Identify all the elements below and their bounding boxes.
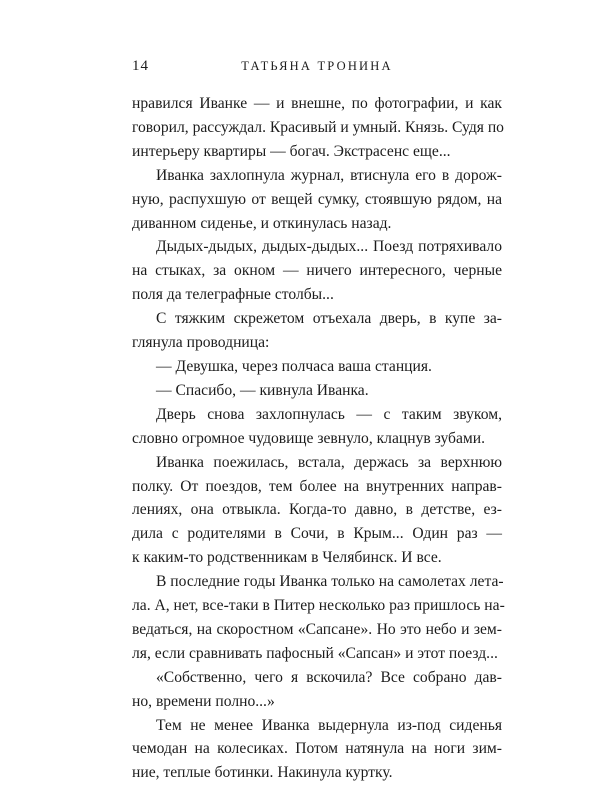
text-line: ля, если сравнивать пафосный «Сапсан» и этот поезд... [132,644,498,662]
text-line: ние, теплые ботинки. Накинула куртку. [132,764,393,782]
text-line: Дыдых-дыдых, дыдых-дыдых... Поезд потряхивало [156,238,502,256]
text-line: Дверь снова захлопнулась — с таким звуком, [156,405,502,423]
text-line: полку. От поездов, тем более на внутренних направ- [132,477,502,495]
text-line: чемодан на колесиках. Потом натянула на ноги зим- [132,740,502,758]
text-line: ную, распухшую от вещей сумку, стоявшую рядом, на [132,190,502,208]
text-line: поля да телеграфные столбы... [132,286,334,304]
text-line: — Девушка, через полчаса ваша станция. [156,357,432,375]
paragraph [132,379,502,403]
text-line: диванном сиденье, и откинулась назад. [132,214,392,232]
body-text [132,92,505,785]
text-line: С тяжким скрежетом отъехала дверь, в купе за- [156,310,502,328]
paragraph [132,666,502,714]
text-line: ведаться, на скоростном «Сапсане». Но это небо и зем- [132,620,502,638]
text-line: В последние годы Иванка только на самолетах лета- [156,573,504,591]
text-line: ла. А, нет, все-таки в Питер несколько раз пришлось на- [132,597,505,615]
text-line: но, времени полно...» [132,692,275,710]
text-line: интерьеру квартиры — богач. Экстрасенс еще... [132,142,451,160]
author-name: ТАТЬЯНА ТРОНИНА [241,59,393,73]
paragraph [132,355,502,379]
text-line: дила с родителями в Сочи, в Крым... Один раз — [132,525,502,543]
paragraph [132,307,502,355]
paragraph [132,451,502,571]
paragraph [132,570,505,666]
paragraph [132,164,502,236]
text-line: говорил, рассуждал. Красивый и умный. Князь. Судя по [132,118,504,136]
text-line: Иванка захлопнула журнал, втиснула его в дорож- [156,166,502,184]
text-line: к каким-то родственникам в Челябинск. И все. [132,549,442,567]
text-line: словно огромное чудовище зевнуло, клацнув зубами. [132,429,486,447]
text-line: лениях, она отвыкла. Когда-то давно, в детстве, ез- [132,501,502,519]
paragraph [132,235,502,307]
running-head [132,58,502,78]
text-line: Тем не менее Иванка выдернула из-под сиденья [156,716,502,734]
text-line: нравился Иванке — и внешне, по фотографии, и как [132,95,502,112]
page-number: 14 [132,58,149,74]
paragraph [132,92,502,164]
paragraph [132,714,502,785]
text-line: глянула проводница: [132,334,270,352]
text-line: «Собственно, чего я вскочила? Все собрано дав- [156,668,502,686]
paragraph [132,403,502,451]
text-line: — Спасибо, — кивнула Иванка. [156,381,369,399]
text-line: на стыках, за окном — ничего интересного, черные [132,262,502,280]
text-line: Иванка поежилась, встала, держась за верхнюю [156,453,502,471]
